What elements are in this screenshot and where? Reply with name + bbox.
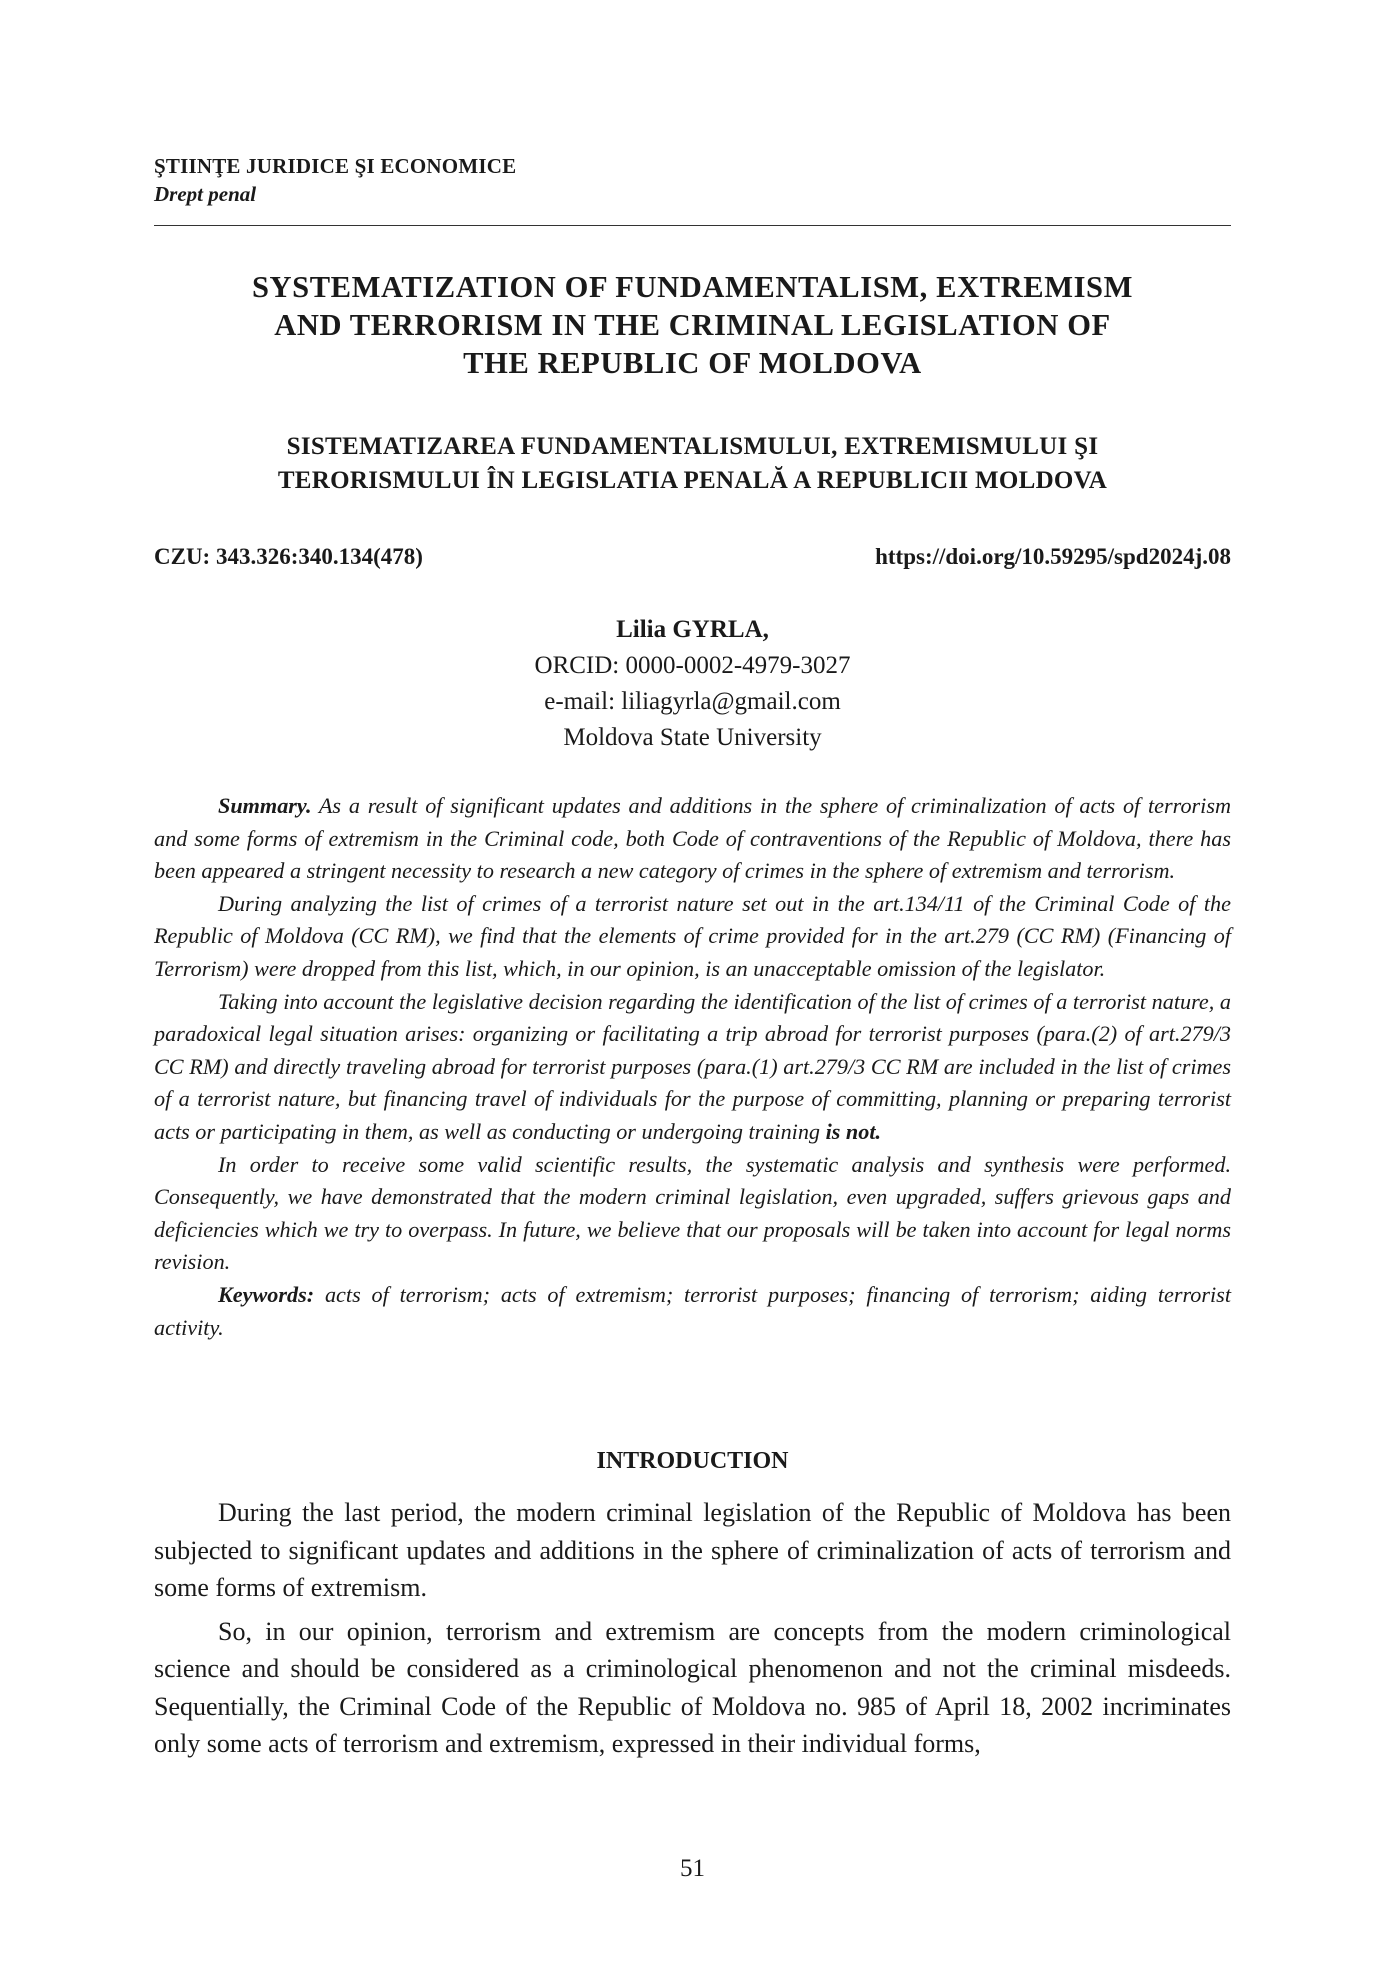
journal-section: ŞTIINŢE JURIDICE ŞI ECONOMICE bbox=[154, 154, 517, 178]
title-en-line: AND TERRORISM IN THE CRIMINAL LEGISLATION OF bbox=[274, 308, 1111, 342]
body-paragraph: So, in our opinion, terrorism and extremism are concepts from the modern criminological science and should be considered as a criminological phenomenon and not the criminal misdeeds. Sequentially, the Criminal Code of the Republic of Moldova no. 985 of April 18, 2002 incriminates only some acts of terrorism and extremism, expressed in their individual forms, bbox=[154, 1616, 1231, 1758]
article-title-en bbox=[154, 268, 1231, 382]
doi-link[interactable]: https://doi.org/10.59295/spd2024j.08 bbox=[875, 544, 1231, 569]
article-meta bbox=[154, 540, 1231, 574]
title-en-line: SYSTEMATIZATION OF FUNDAMENTALISM, EXTREMISM bbox=[251, 270, 1134, 304]
abstract-text: Taking into account the legislative decision regarding the identification of the list of crimes of a terrorist nature, a paradoxical legal situation arises: organizing or facilitating a trip abroad for terrorist purposes (para.(2) of art.279/3 CC RM) and directly traveling abroad for terrorist purposes (para.(1) art.279/3 CC RM are included in the list of crimes of a terrorist nature, but financing travel of individuals for the purpose of committing, planning or preparing terrorist acts or participating in them, as well as conducting or undergoing training bbox=[154, 988, 1231, 1144]
abstract-paragraph bbox=[154, 986, 1231, 1149]
running-header bbox=[154, 152, 1231, 208]
abstract bbox=[154, 790, 1231, 1344]
summary-label: Summary. bbox=[218, 793, 312, 818]
czu-code: CZU: 343.326:340.134(478) bbox=[154, 544, 423, 569]
abstract-paragraph: In order to receive some valid scientific results, the systematic analysis and synthesis were performed. Consequently, we have demonstrated that the modern criminal legislation, even upgraded, suffers grievous gaps and deficiencies which we try to overpass. In future, we believe that our proposals will be taken into account for legal norms revision. bbox=[154, 1151, 1231, 1275]
page-number: 51 bbox=[680, 1855, 705, 1882]
journal-subsection: Drept penal bbox=[154, 182, 257, 206]
section-heading: INTRODUCTION bbox=[596, 1448, 789, 1474]
title-en-line: THE REPUBLIC OF MOLDOVA bbox=[463, 346, 922, 380]
title-ro-line: SISTEMATIZAREA FUNDAMENTALISMULUI, EXTREMISMULUI ŞI bbox=[286, 433, 1099, 460]
author-orcid: ORCID: 0000-0002-4979-3027 bbox=[534, 652, 851, 679]
author-email[interactable]: e-mail: liliagyrla@gmail.com bbox=[544, 688, 841, 715]
header-divider bbox=[154, 225, 1231, 226]
abstract-paragraph: During analyzing the list of crimes of a terrorist nature set out in the art.134/11 of the Criminal Code of the Republic of Moldova (CC RM), we find that the elements of crime provided for in the art.279 (CC RM) (Financing of Terrorism) were dropped from this list, which, in our opinion, is an unacceptable omission of the legislator. bbox=[154, 890, 1231, 981]
author-block bbox=[154, 612, 1231, 756]
author-affiliation: Moldova State University bbox=[563, 724, 822, 751]
keywords-paragraph bbox=[154, 1279, 1231, 1344]
keywords-label: Keywords: bbox=[218, 1281, 315, 1307]
keywords-text: acts of terrorism; acts of extremism; terrorist purposes; financing of terrorism; aiding terrorist activity. bbox=[154, 1281, 1231, 1340]
body-text bbox=[154, 1494, 1231, 1769]
abstract-paragraph bbox=[154, 790, 1231, 888]
title-ro-line: TERORISMULUI ÎN LEGISLATIA PENALĂ A REPUBLICII MOLDOVA bbox=[277, 467, 1108, 494]
article-title-ro bbox=[154, 430, 1231, 498]
body-paragraph: During the last period, the modern criminal legislation of the Republic of Moldova has been subjected to significant updates and additions in the sphere of criminalization of acts of terrorism and some forms of extremism. bbox=[154, 1498, 1231, 1602]
author-name: Lilia GYRLA, bbox=[616, 616, 769, 643]
abstract-text: As a result of significant updates and additions in the sphere of criminalization of acts of terrorism and some forms of extremism in the Criminal code, both Code of contraventions of the Republic of Moldova, there has been appeared a stringent necessity to research a new category of crimes in the sphere of extremism and terrorism. bbox=[154, 793, 1231, 884]
abstract-emphasis: is not. bbox=[825, 1118, 882, 1144]
